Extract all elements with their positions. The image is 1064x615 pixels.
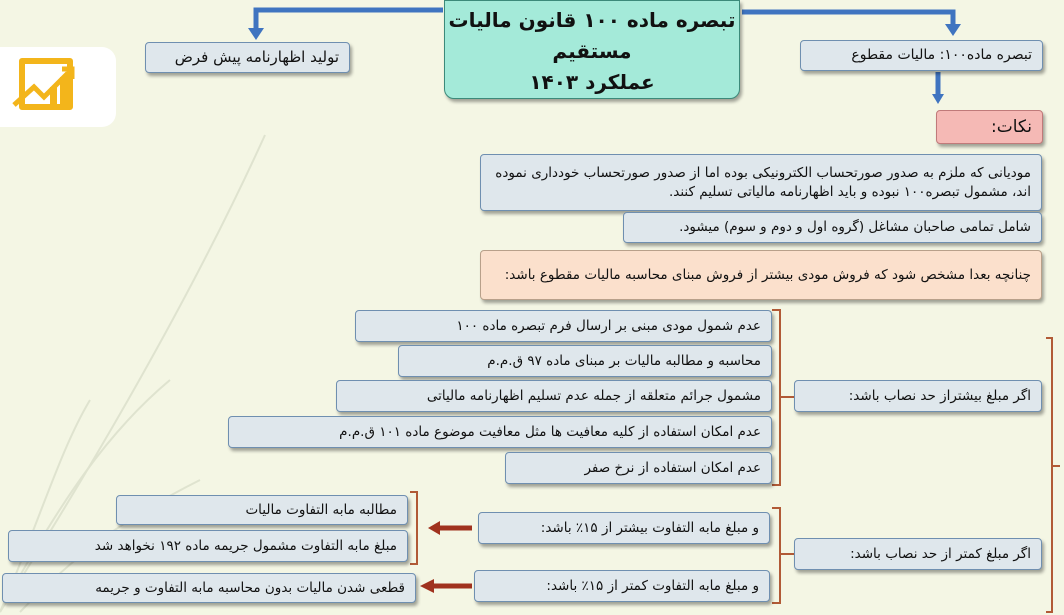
diagram-title <box>444 0 740 99</box>
less-than-15-box <box>474 570 770 602</box>
result-text: مبلغ مابه التفاوت مشمول جریمه ماده ۱۹۲ نخواهد شد <box>94 537 397 554</box>
below-threshold-box <box>794 538 1042 570</box>
result-text: مطالبه مابه التفاوت مالیات <box>245 501 397 518</box>
notes-heading-box <box>936 110 1043 144</box>
result-text: قطعی شدن مالیات بدون محاسبه مابه التفاوت و جریمه <box>95 579 405 596</box>
more-than-15-label: و مبلغ مابه التفاوت بیشتر از ۱۵٪ باشد: <box>540 519 759 536</box>
above-threshold-label: اگر مبلغ بیشتراز حد نصاب باشد: <box>848 387 1031 404</box>
title-line-2: مستقیم <box>552 39 632 63</box>
default-return-label: تولید اظهارنامه پیش فرض <box>174 48 339 66</box>
above-item-text: عدم امکان استفاده از کلیه معافیت ها مثل معافیت موضوع ماده ۱۰۱ ق.م.م <box>339 423 761 440</box>
note100-box <box>800 40 1043 71</box>
more-than-15-box <box>478 512 770 544</box>
result-less <box>2 573 416 603</box>
note-box-3 <box>480 250 1042 300</box>
above-threshold-box <box>794 380 1042 412</box>
default-return-box <box>145 42 350 73</box>
above-item-5 <box>505 452 772 484</box>
above-item-text: عدم شمول مودی مبنی بر ارسال فرم تبصره ماده ۱۰۰ <box>456 317 761 334</box>
above-item-1 <box>355 310 772 342</box>
less-than-15-label: و مبلغ مابه التفاوت کمتر از ۱۵٪ باشد: <box>546 577 759 594</box>
below-threshold-label: اگر مبلغ کمتر از حد نصاب باشد: <box>850 545 1031 562</box>
above-item-text: محاسبه و مطالبه مالیات بر مبنای ماده ۹۷ ق.م.م <box>487 352 761 369</box>
above-item-4 <box>228 416 772 448</box>
above-item-2 <box>398 345 772 377</box>
above-item-text: عدم امکان استفاده از نرخ صفر <box>584 459 761 476</box>
result-more-1 <box>116 495 408 525</box>
note-text-2: شامل تمامی صاحبان مشاغل (گروه اول و دوم و سوم) میشود. <box>679 219 1031 235</box>
note-box-2 <box>623 212 1042 243</box>
above-item-3 <box>336 380 772 412</box>
result-more-2 <box>8 530 408 562</box>
notes-heading: نکات: <box>990 116 1032 137</box>
note100-label: تبصره ماده۱۰۰: مالیات مقطوع <box>851 47 1032 63</box>
title-line-1: تبصره ماده ۱۰۰ قانون مالیات <box>448 8 736 32</box>
note-box-1 <box>480 154 1042 211</box>
note-text-1: مودیانی که ملزم به صدور صورتحساب الکترونیکی بوده اما از صدور صورتحساب خودداری نموده اند، مشمول تبصره۱۰۰ نبوده و باید اظهارنامه مالیاتی تسلیم کنند. <box>495 164 1031 200</box>
title-line-3: عملکرد ۱۴۰۳ <box>529 70 655 94</box>
note-text-3: چنانچه بعدا مشخص شود که فروش مودی بیشتر از فروش مبنای محاسبه مالیات مقطوع باشد: <box>504 266 1031 283</box>
above-item-text: مشمول جرائم متعلقه از جمله عدم تسلیم اظهارنامه مالیاتی <box>426 387 761 404</box>
